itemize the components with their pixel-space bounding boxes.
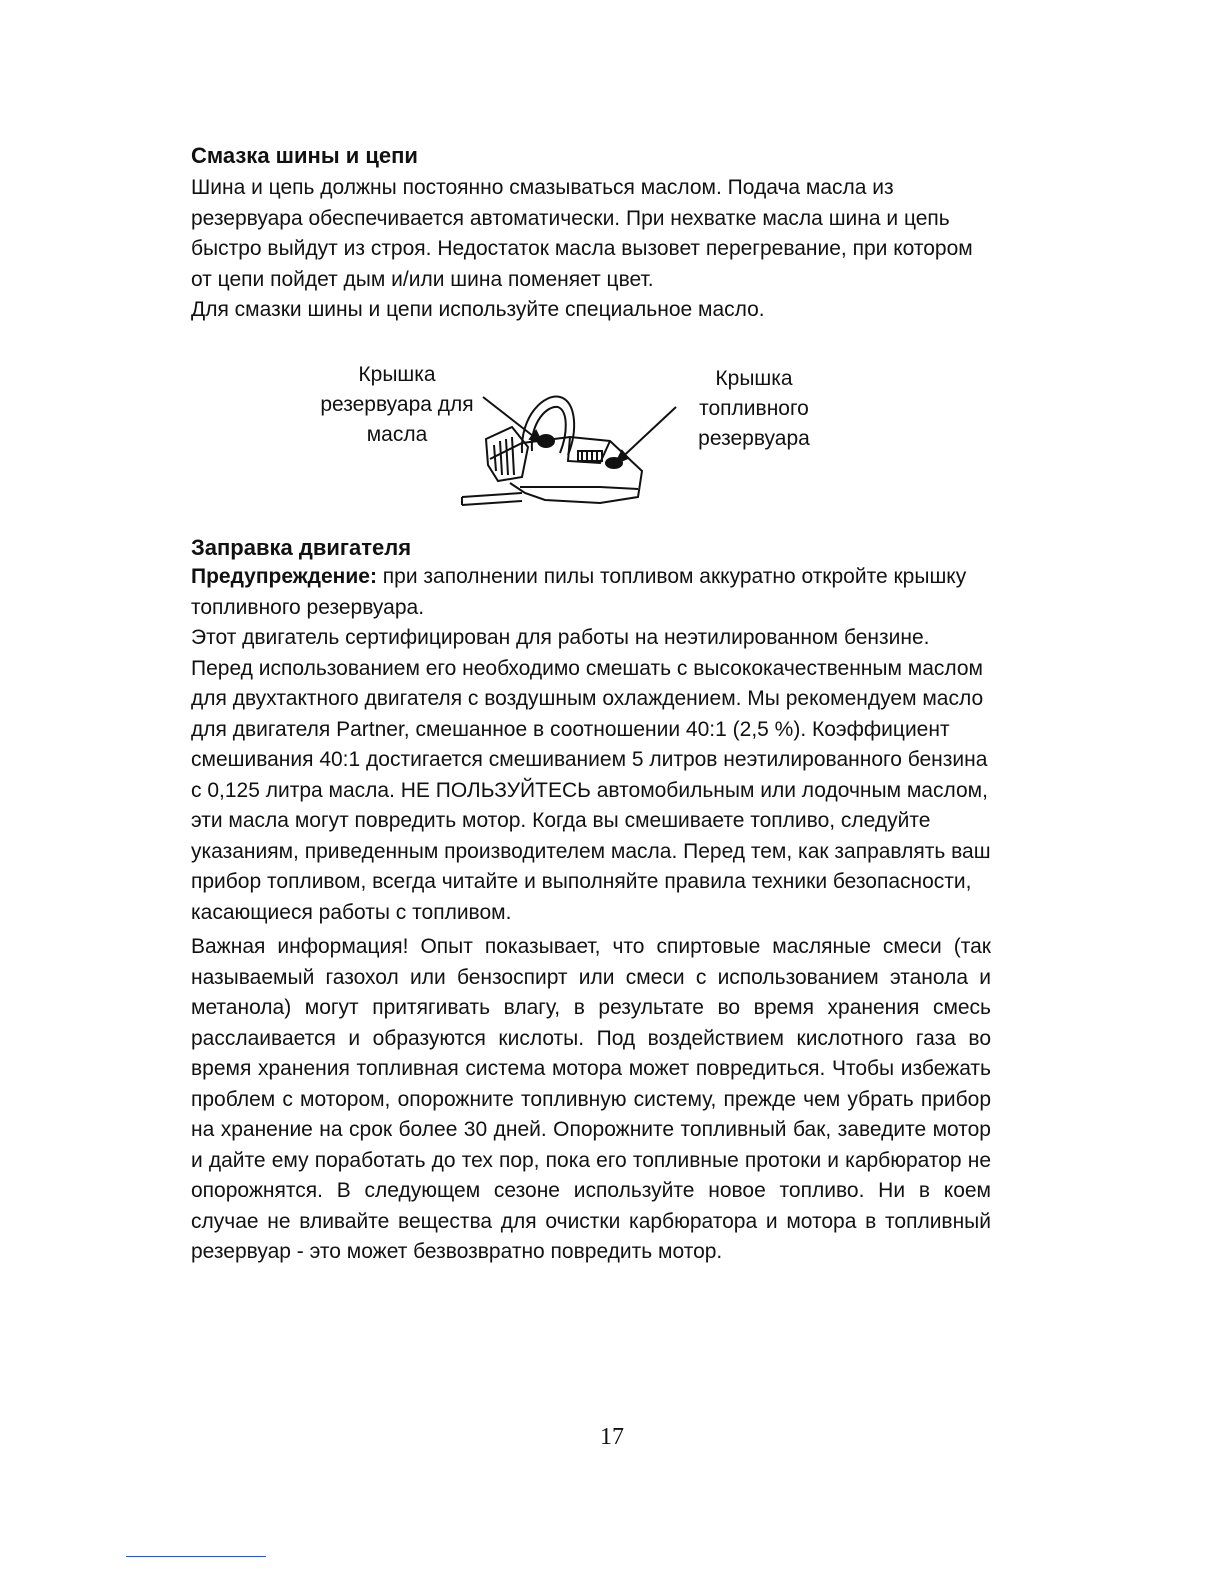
warning-paragraph xyxy=(191,562,991,623)
warning-text: при заполнении пилы топливом аккуратно откройте крышку топливного резервуара. xyxy=(191,565,967,619)
fuel-cap-label: Крышка топливного резервуара xyxy=(698,367,810,450)
oil-cap-label: Крышка резервуара для масла xyxy=(320,363,474,446)
lubrication-text xyxy=(191,173,991,326)
section-heading-fueling: Заправка двигателя xyxy=(191,535,412,560)
fuel-mix-paragraph: Этот двигатель сертифицирован для работы на неэтилированном бензине. Перед использованием его необходимо смешать с высококачественным маслом для двухтактного двигателя с воздушным охлаждением. Мы рекомендуем масло для двигателя Partner, смешанное в соотношении 40:1 (2,5 %). Коэффициент смешивания 40:1 достигается смешиванием 5 литров неэтилированного бензина с 0,125 литра масла. НЕ ПОЛЬЗУЙТЕСЬ автомобильным или лодочным маслом, эти масла могут повредить мотор. Когда вы смешиваете топливо, следуйте указаниям, приведенным производителем масла. Перед тем, как заправлять ваш прибор топливом, всегда читайте и выполняйте правила техники безопасности, касающиеся работы с топливом. xyxy=(191,626,991,924)
warning-label: Предупреждение: xyxy=(191,565,377,588)
page-number: 17 xyxy=(600,1424,624,1450)
chainsaw-illustration xyxy=(450,385,685,515)
lubrication-paragraph: Шина и цепь должны постоянно смазываться маслом. Подача масла из резервуара обеспечивается автоматически. При нехватке масла шина и цепь быстро выйдут из строя. Недостаток масла вызовет перегревание, при котором от цепи пойдет дым и/или шина поменяет цвет. xyxy=(191,176,973,291)
section-heading-lubrication: Смазка шины и цепи xyxy=(191,143,418,168)
footer-rule xyxy=(126,1556,266,1557)
fuel-cap-mark xyxy=(606,458,622,468)
fueling-text xyxy=(191,562,991,1268)
important-info-paragraph: Важная информация! Опыт показывает, что спиртовые масляные смеси (так называемый газохол или бензоспирт или смеси с использованием этанола и метанола) могут притягивать влагу, в результате во время хранения смесь расслаивается и образуются кислоты. Под воздействием кислотного газа во время хранения топливная система мотора может повредиться. Чтобы избежать проблем с мотором, опорожните топливную систему, прежде чем убрать прибор на хранение на срок более 30 дней. Опорожните топливный бак, заведите мотор и дайте ему поработать до тех пор, пока его топливные протоки и карбюратор не опорожнятся. В следующем сезоне используйте новое топливо. Ни в коем случае не вливайте вещества для очистки карбюратора и мотора в топливный резервуар - это может безвозвратно повредить мотор. xyxy=(191,935,991,1263)
oil-cap-mark xyxy=(538,435,554,447)
lubrication-oil-note: Для смазки шины и цепи используйте специальное масло. xyxy=(191,298,765,321)
